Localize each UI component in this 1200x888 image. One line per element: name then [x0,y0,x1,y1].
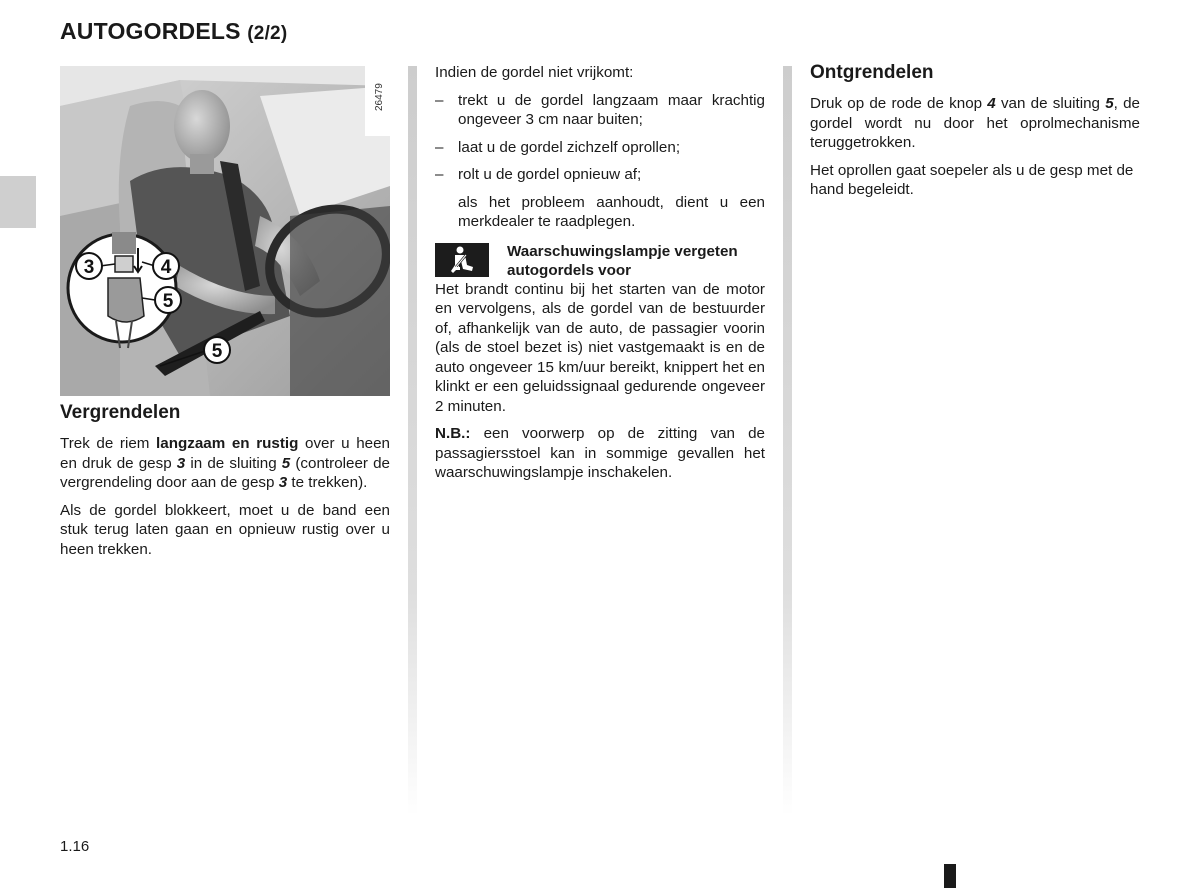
page-title [60,18,287,45]
text-run: van de sluiting [995,95,1106,112]
page-number: 1.16 [60,838,90,855]
dash-bullet: – [435,166,444,183]
paragraph-ontgrendelen-2: Het oprollen gaat soepeler als u de gesp met de hand begeleidt. [810,161,1134,198]
ref-number: 5 [281,454,291,472]
list-item [435,165,765,185]
svg-text:4: 4 [160,257,172,278]
ref-number: 3 [278,474,288,491]
text-run: , de gordel wordt nu door het oprolmechanisme teruggetrokken. [810,95,1140,151]
warning-text: Het brandt continu bij het starten van de motor en vervolgens, als de gordel van de bestuurder of, afhankelijk van de auto, de passagier voorin (als de stoel bezet is) niet vastgemaakt is en de auto ongeveer 15 km/uur bereikt, knippert het en klinkt er een geluidssignaal gedurende ongeveer 2 minuten. [435,280,765,415]
heading-ontgrendelen: Ontgrendelen [810,62,934,83]
page-title-text: AUTOGORDELS [60,18,241,44]
middle-column [435,63,765,491]
seatbelt-illustration-drawing [60,66,390,396]
nb-label: N.B.: [435,425,471,442]
nb-paragraph [435,424,765,483]
text-run: in de sluiting [185,454,282,472]
text-run: (controleer de vergrendeling door aan de gesp [60,454,390,491]
dash-bullet: – [435,91,444,109]
right-column [810,62,1140,208]
paragraph-vergrendelen-2: Als de gordel blokkeert, moet u de band een stuk terug laten gaan en opnieuw rustig over u heen trekken. [60,501,390,558]
text-run: Druk op de rode de knop [810,95,988,112]
list-item-text: rolt u de gordel opnieuw af; [458,166,642,183]
section-tab [0,176,36,228]
column-divider [783,66,792,816]
nb-text: een voorwerp op de zitting van de passagiersstoel kan in sommige gevallen het waarschuwingslampje inschakelen. [435,425,765,481]
paragraph-vergrendelen-1 [60,434,390,493]
text-run: over u heen en druk de gesp [60,435,390,472]
warning-title: Waarschuwingslampje vergeten autogordels voor [507,242,738,279]
svg-text:5: 5 [211,341,223,362]
callout-5-detail [155,287,181,313]
ref-number: 3 [176,454,186,472]
callout-4 [153,253,179,279]
seatbelt-warning-icon [435,243,489,277]
callout-5-buckle [204,337,230,363]
list-item-text: trekt u de gordel langzaam maar krachtig ongeveer 3 cm naar buiten; [458,91,765,128]
page-title-suffix: (2/2) [247,23,288,44]
left-column [60,402,390,567]
column-divider [408,66,417,816]
followup-text: als het probleem aanhoudt, dient u een merkdealer te raadplegen. [458,193,765,230]
callout-3 [76,253,102,279]
heading-vergrendelen: Vergrendelen [60,402,181,423]
dash-bullet: – [435,138,444,156]
list-item [435,91,765,130]
warning-block [435,242,765,280]
intro-text: Indien de gordel niet vrijkomt: [435,64,634,81]
seatbelt-illustration [60,66,390,396]
text-run: Trek de riem [60,435,157,452]
list-item-text: laat u de gordel zichzelf oprollen; [458,138,681,156]
svg-text:3: 3 [83,257,95,278]
seatbelt-person-icon [445,245,479,275]
ref-number: 4 [987,95,996,112]
page-edge-mark [944,864,956,888]
ref-number: 5 [1105,95,1114,112]
list-item [435,138,765,158]
svg-text:5: 5 [162,291,174,312]
text-emphasis: langzaam en rustig [156,435,299,452]
illustration-ref-number: 26479 [374,83,385,111]
paragraph-ontgrendelen-1 [810,94,1140,153]
text-run: te trekken). [287,474,368,491]
